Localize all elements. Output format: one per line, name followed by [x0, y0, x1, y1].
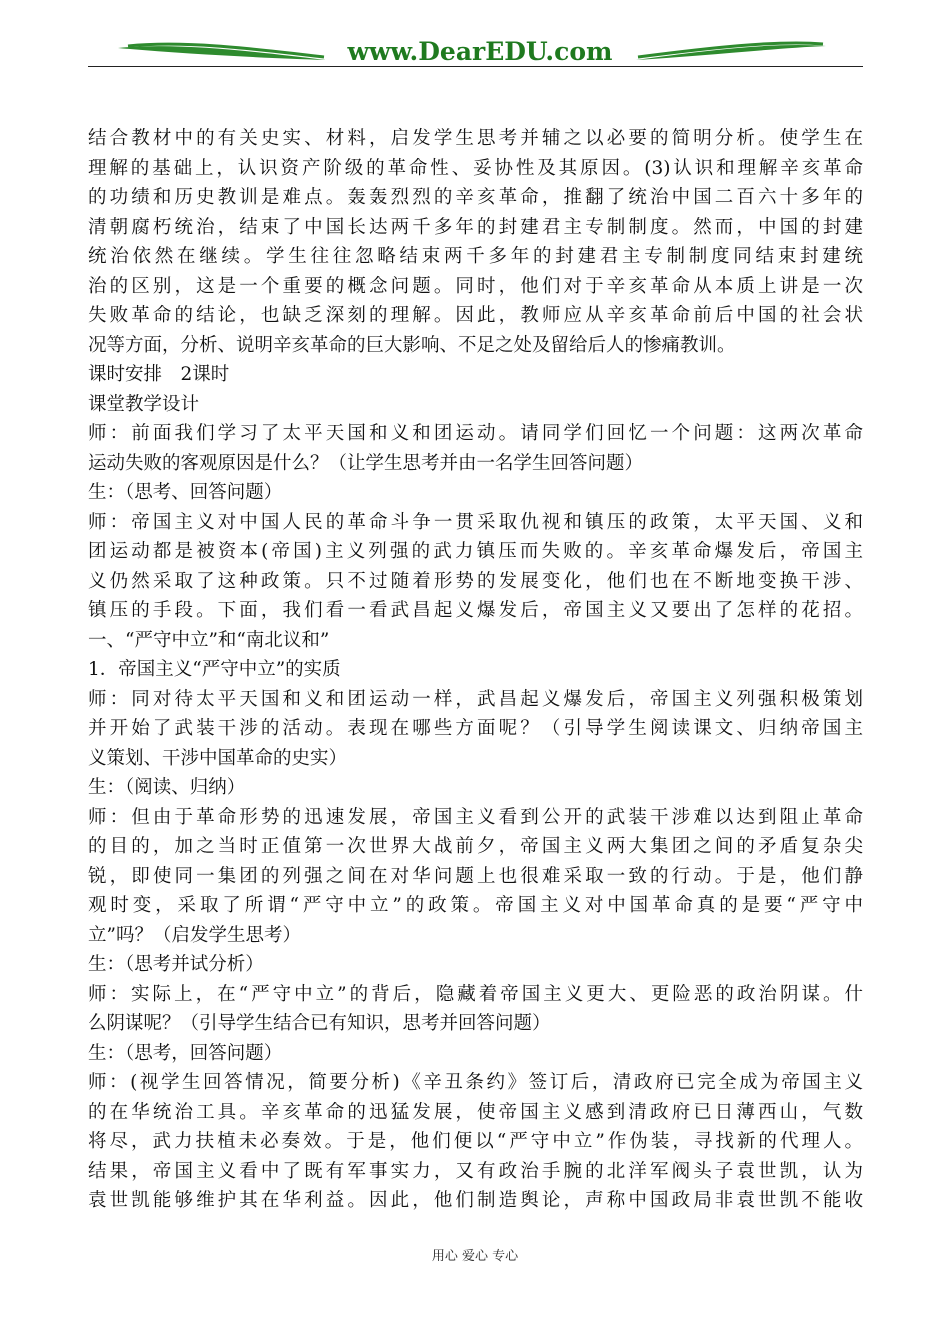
body-line: 治的区别，这是一个重要的概念问题。同时，他们对于辛亥革命从本质上讲是一次 — [88, 275, 863, 297]
body-line: 师：前面我们学习了太平天国和义和团运动。请同学们回忆一个问题：这两次革命 — [88, 423, 863, 444]
body-line: 将尽，武力扶植未必奏效。于是，他们便以“严守中立”作伪装，寻找新的代理人。 — [88, 1131, 863, 1152]
body-line: 镇压的手段。下面，我们看一看武昌起义爆发后，帝国主义又要出了怎样的花招。 — [88, 600, 863, 621]
body-line: 结合教材中的有关史实、材料，启发学生思考并辅之以必要的简明分析。使学生在 — [88, 128, 863, 149]
body-line: 师：(视学生回答情况，简要分析)《辛丑条约》签订后，清政府已完全成为帝国主义 — [88, 1072, 863, 1093]
body-line: 师：实际上，在“严守中立”的背后，隐藏着帝国主义更大、更险恶的政治阴谋。什 — [88, 983, 863, 1005]
body-line: 并开始了武装干涉的活动。表现在哪些方面呢？（引导学生阅读课文、归纳帝国主 — [88, 718, 863, 739]
body-line: 师：同对待太平天国和义和团运动一样，武昌起义爆发后，帝国主义列强积极策划 — [88, 688, 863, 710]
section-heading: 一、“严守中立”和“南北议和” — [88, 629, 330, 651]
body-line: 袁世凯能够维护其在华利益。因此，他们制造舆论，声称中国政局非袁世凯不能收 — [88, 1190, 863, 1211]
section-heading: 课时安排 2课时 — [88, 364, 230, 385]
body-line: 团运动都是被资本(帝国)主义列强的武力镇压而失败的。辛亥革命爆发后，帝国主 — [88, 541, 863, 562]
body-line: 义策划、干涉中国革命的史实） — [88, 747, 348, 769]
body-line: 统治依然在继续。学生往往忽略结束两千多年的封建君主专制制度同结束封建统 — [88, 246, 863, 267]
site-logo-text[interactable]: www.DearEDU.com — [347, 37, 613, 66]
body-line: 师：但由于革命形势的迅速发展，帝国主义看到公开的武装干涉难以达到阻止革命 — [88, 806, 863, 828]
body-line: 生：（思考，回答问题） — [88, 1042, 283, 1064]
body-line: 义仍然采取了这种政策。只不过随着形势的发展变化，他们也在不断地变换干涉、 — [88, 570, 863, 592]
header-divider — [88, 66, 863, 67]
page-footer: 用心 爱心 专心 — [431, 1249, 519, 1264]
body-line: 师：帝国主义对中国人民的革命斗争一贯采取仇视和镇压的政策，太平天国、义和 — [88, 511, 863, 533]
document-body — [88, 124, 863, 1216]
section-heading: 1．帝国主义“严守中立”的实质 — [88, 659, 341, 680]
body-line: 生：（思考并试分析） — [88, 954, 264, 975]
body-line: 的在华统治工具。辛亥革命的迅猛发展，使帝国主义感到清政府已日薄西山，气数 — [88, 1101, 863, 1123]
body-line: 清朝腐朽统治，结束了中国长达两千多年的封建君主专制制度。然而，中国的封建 — [88, 216, 863, 238]
body-line: 失败革命的结论，也缺乏深刻的理解。因此，教师应从辛亥革命前后中国的社会状 — [88, 305, 863, 326]
body-line: 结果，帝国主义看中了既有军事实力，又有政治手腕的北洋军阀头子袁世凯，认为 — [88, 1160, 863, 1182]
body-line: 立”吗？（启发学生思考） — [88, 924, 301, 946]
body-line: 么阴谋呢？（引导学生结合已有知识，思考并回答问题） — [88, 1013, 551, 1034]
body-line: 观时变，采取了所谓“严守中立”的政策。帝国主义对中国革命真的是要“严守中 — [88, 895, 863, 916]
body-line: 理解的基础上，认识资产阶级的革命性、妥协性及其原因。(3)认识和理解辛亥革命 — [88, 157, 863, 179]
body-line: 生：（思考、回答问题） — [88, 482, 283, 503]
body-line: 的功绩和历史教训是难点。轰轰烈烈的辛亥革命，推翻了统治中国二百六十多年的 — [88, 187, 863, 208]
section-heading: 课堂教学设计 — [88, 393, 200, 415]
body-line: 生：（阅读、归纳） — [88, 777, 246, 798]
body-line: 的目的，加之当时正值第一次世界大战前夕，帝国主义两大集团之间的矛盾复杂尖 — [88, 836, 863, 857]
body-line: 况等方面，分析、说明辛亥革命的巨大影响、不足之处及留给后人的惨痛教训。 — [88, 334, 736, 356]
body-line: 锐，即使同一集团的列强之间在对华问题上也很难采取一致的行动。于是，他们静 — [88, 865, 863, 887]
body-line: 运动失败的客观原因是什么？（让学生思考并由一名学生回答问题） — [88, 452, 644, 474]
